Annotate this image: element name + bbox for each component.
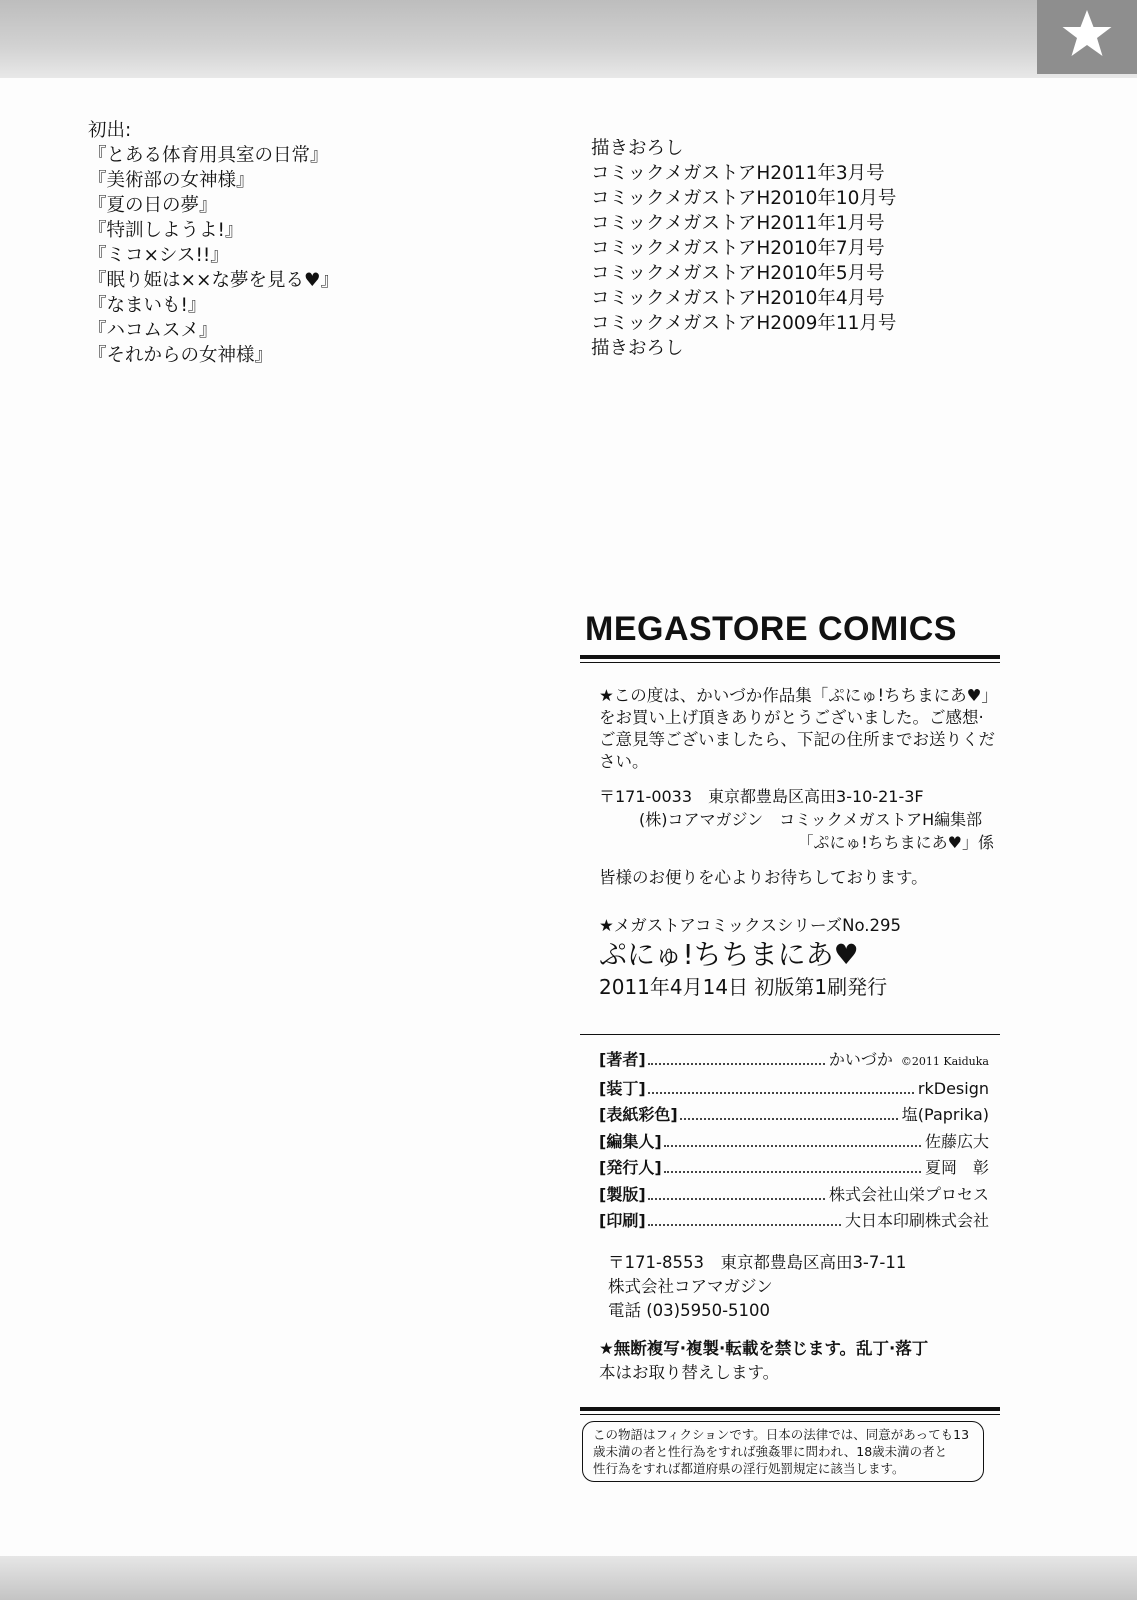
top-margin-band: [0, 0, 1137, 78]
credit-role: [印刷]: [599, 1211, 646, 1230]
story-source: コミックメガストアH2009年11月号: [591, 313, 897, 334]
credit-row: [599, 1155, 989, 1182]
publisher-line: 電話 (03)5950-5100: [608, 1300, 771, 1320]
credit-role: [発行人]: [599, 1158, 662, 1177]
address-line: 「ぷにゅ!ちちまにあ♥」係: [797, 833, 994, 852]
story-title: 『特訓しようよ!』: [88, 220, 244, 241]
credit-row: [599, 1182, 989, 1209]
divider: [580, 1034, 1000, 1035]
address-line: 〒171-0033 東京都豊島区高田3-10-21-3F: [599, 787, 924, 806]
leader-dots: [648, 1198, 825, 1200]
colophon: [580, 610, 1000, 1482]
notice-line: さい。: [599, 752, 649, 771]
story-source: 描きおろし: [591, 138, 684, 159]
reproduction-notice: [580, 1337, 989, 1385]
story-title: 『なまいも!』: [88, 295, 207, 316]
editorial-address: [580, 785, 1000, 854]
credit-name: 塩(Paprika): [901, 1105, 989, 1124]
credit-role: [装丁]: [599, 1078, 646, 1098]
story-title: 『ミコ×シス!!』: [88, 245, 229, 266]
disclaimer-line: この物語はフィクションです。日本の法律では、同意があっても13: [593, 1426, 970, 1442]
divider: [580, 1407, 1000, 1411]
story-title: 『それからの女神様』: [88, 345, 274, 366]
prohibition-line: ★無断複写·複製·転載を禁じます。乱丁·落丁: [599, 1338, 929, 1358]
series-number: ★メガストアコミックスシリーズNo.295: [599, 916, 902, 935]
disclaimer-line: 性行為をすれば都道府県の淫行処罰規定に該当します。: [593, 1460, 905, 1476]
credit-role: [著者]: [599, 1050, 646, 1069]
bottom-margin-band: [0, 1556, 1137, 1600]
reader-notice: [580, 685, 999, 773]
star-icon: [1061, 8, 1113, 60]
brand-logo: MEGASTORE COMICS: [585, 610, 957, 648]
story-title: 『夏の日の夢』: [88, 195, 218, 216]
divider: [580, 662, 1000, 663]
credit-role: [表紙彩色]: [599, 1105, 678, 1124]
publisher-line: 〒171-8553 東京都豊島区高田3-7-11: [608, 1252, 907, 1272]
credit-role: [編集人]: [599, 1131, 662, 1151]
story-title: 『美術部の女神様』: [88, 170, 255, 191]
credit-row: [599, 1102, 989, 1129]
credit-row: [599, 1208, 989, 1235]
address-line: (株)コアマガジン コミックメガストアH編集部: [639, 810, 983, 829]
notice-line: ★この度は、かいづか作品集「ぷにゅ!ちちまにあ♥」: [599, 686, 998, 705]
corner-tab: [1037, 0, 1137, 74]
first-appearance-sources: [591, 136, 896, 361]
book-title: ぷにゅ!ちちまにあ♥: [599, 938, 859, 971]
story-source: コミックメガストアH2010年4月号: [591, 288, 885, 309]
story-title: 『眠り姫は××な夢を見る♥』: [88, 270, 340, 291]
publication-date: 2011年4月14日 初版第1刷発行: [599, 975, 888, 999]
disclaimer-line: 歳未満の者と性行為をすれば強姦罪に問われ、18歳未満の者と: [593, 1443, 948, 1459]
story-source: コミックメガストアH2010年5月号: [591, 263, 885, 284]
story-source: コミックメガストアH2010年7月号: [591, 238, 885, 259]
story-title: 『ハコムスメ』: [88, 320, 218, 341]
closing-message: 皆様のお便りを心よりお待ちしております。: [599, 868, 928, 887]
story-source: 描きおろし: [591, 338, 684, 359]
leader-dots: [680, 1118, 898, 1120]
credit-row: [599, 1076, 989, 1103]
notice-line: ご意見等ございましたら、下記の住所までお送りくだ: [599, 730, 995, 749]
publisher-line: 株式会社コアマガジン: [608, 1276, 773, 1296]
credit-name: かいづか: [828, 1050, 893, 1069]
story-source: コミックメガストアH2011年3月号: [591, 163, 885, 184]
leader-dots: [648, 1224, 841, 1226]
credit-row: [599, 1129, 989, 1156]
publisher-info: [580, 1251, 1000, 1323]
leader-dots: [648, 1063, 825, 1065]
credit-name: 佐藤広大: [924, 1131, 989, 1151]
credit-name: 夏岡 彰: [924, 1158, 989, 1177]
first-appearance-titles: [88, 118, 339, 368]
prohibition-line: 本はお取り替えします。: [599, 1362, 780, 1382]
first-appearance-heading: 初出:: [88, 120, 132, 141]
story-title: 『とある体育用具室の日常』: [88, 145, 329, 166]
credit-role: [製版]: [599, 1184, 646, 1204]
story-source: コミックメガストアH2010年10月号: [591, 188, 897, 209]
notice-line: をお買い上げ頂きありがとうございました。ご感想·: [599, 708, 984, 727]
fiction-disclaimer-box: [582, 1421, 984, 1482]
divider: [580, 1414, 1000, 1415]
leader-dots: [664, 1145, 921, 1147]
credits-list: [580, 1047, 989, 1235]
credit-name: 大日本印刷株式会社: [844, 1211, 989, 1230]
leader-dots: [648, 1092, 914, 1094]
credit-name: 株式会社山栄プロセス: [828, 1184, 989, 1204]
credit-name: rkDesign: [917, 1078, 989, 1098]
story-source: コミックメガストアH2011年1月号: [591, 213, 885, 234]
credit-row: [599, 1047, 989, 1076]
copyright-note: ©2011 Kaiduka: [900, 1055, 989, 1068]
divider: [580, 655, 1000, 659]
leader-dots: [664, 1171, 921, 1173]
